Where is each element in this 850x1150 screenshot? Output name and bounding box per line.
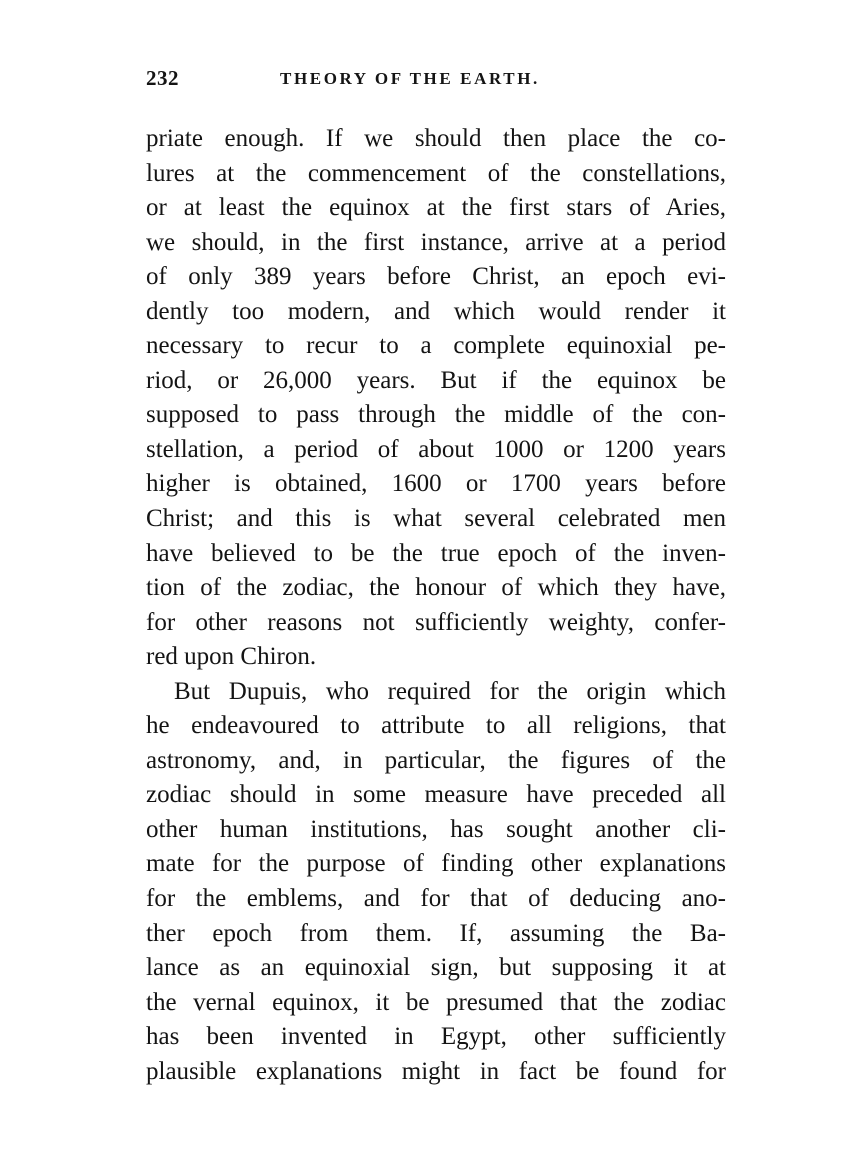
text-line: of only 389 years before Christ, an epoch evi- <box>146 263 726 291</box>
text-line: higher is obtained, 1600 or 1700 years before <box>146 470 726 498</box>
text-line: stellation, a period of about 1000 or 1200 years <box>146 435 726 463</box>
running-title: THEORY OF THE EARTH. <box>280 69 540 88</box>
text-line: Christ; and this is what several celebrated men <box>146 505 726 533</box>
text-line: the vernal equinox, it be presumed that the zodiac <box>146 988 726 1016</box>
text-line: mate for the purpose of finding other explanations <box>146 850 726 878</box>
text-line: red upon Chiron. <box>146 643 317 671</box>
text-line: has been invented in Egypt, other sufficiently <box>146 1023 726 1051</box>
text-line: other human institutions, has sought another cli- <box>146 815 726 843</box>
text-line: zodiac should in some measure have preceded all <box>146 781 726 809</box>
page-number: 232 <box>146 66 179 90</box>
text-line: plausible explanations might in fact be found for <box>146 1057 726 1085</box>
text-line: tion of the zodiac, the honour of which they have, <box>146 574 726 602</box>
text-line: priate enough. If we should then place the co- <box>146 125 726 152</box>
text-line: or at least the equinox at the first stars of Aries, <box>146 194 726 222</box>
text-line: riod, or 26,000 years. But if the equinox be <box>146 366 726 394</box>
text-line: ther epoch from them. If, assuming the Ba- <box>146 919 726 947</box>
text-line: supposed to pass through the middle of the con- <box>146 401 726 429</box>
paragraph-2 <box>146 675 726 1090</box>
text-line: he endeavoured to attribute to all religions, that <box>146 712 726 740</box>
text-line: dently too modern, and which would render it <box>146 297 726 325</box>
text-line: astronomy, and, in particular, the figures of the <box>146 746 726 774</box>
text-line: necessary to recur to a complete equinoxial pe- <box>146 332 726 360</box>
text-line: for other reasons not sufficiently weighty, confer- <box>146 608 726 636</box>
body-text <box>146 122 726 1089</box>
paragraph-1 <box>146 122 726 675</box>
text-line: lures at the commencement of the constellations, <box>146 159 726 187</box>
text-line: we should, in the first instance, arrive at a period <box>146 228 726 256</box>
text-line: for the emblems, and for that of deducing ano- <box>146 885 726 913</box>
text-line: lance as an equinoxial sign, but supposing it at <box>146 954 726 982</box>
running-head <box>146 66 726 100</box>
text-line: But Dupuis, who required for the origin which <box>174 677 726 705</box>
text-line: have believed to be the true epoch of the inven- <box>146 539 726 567</box>
